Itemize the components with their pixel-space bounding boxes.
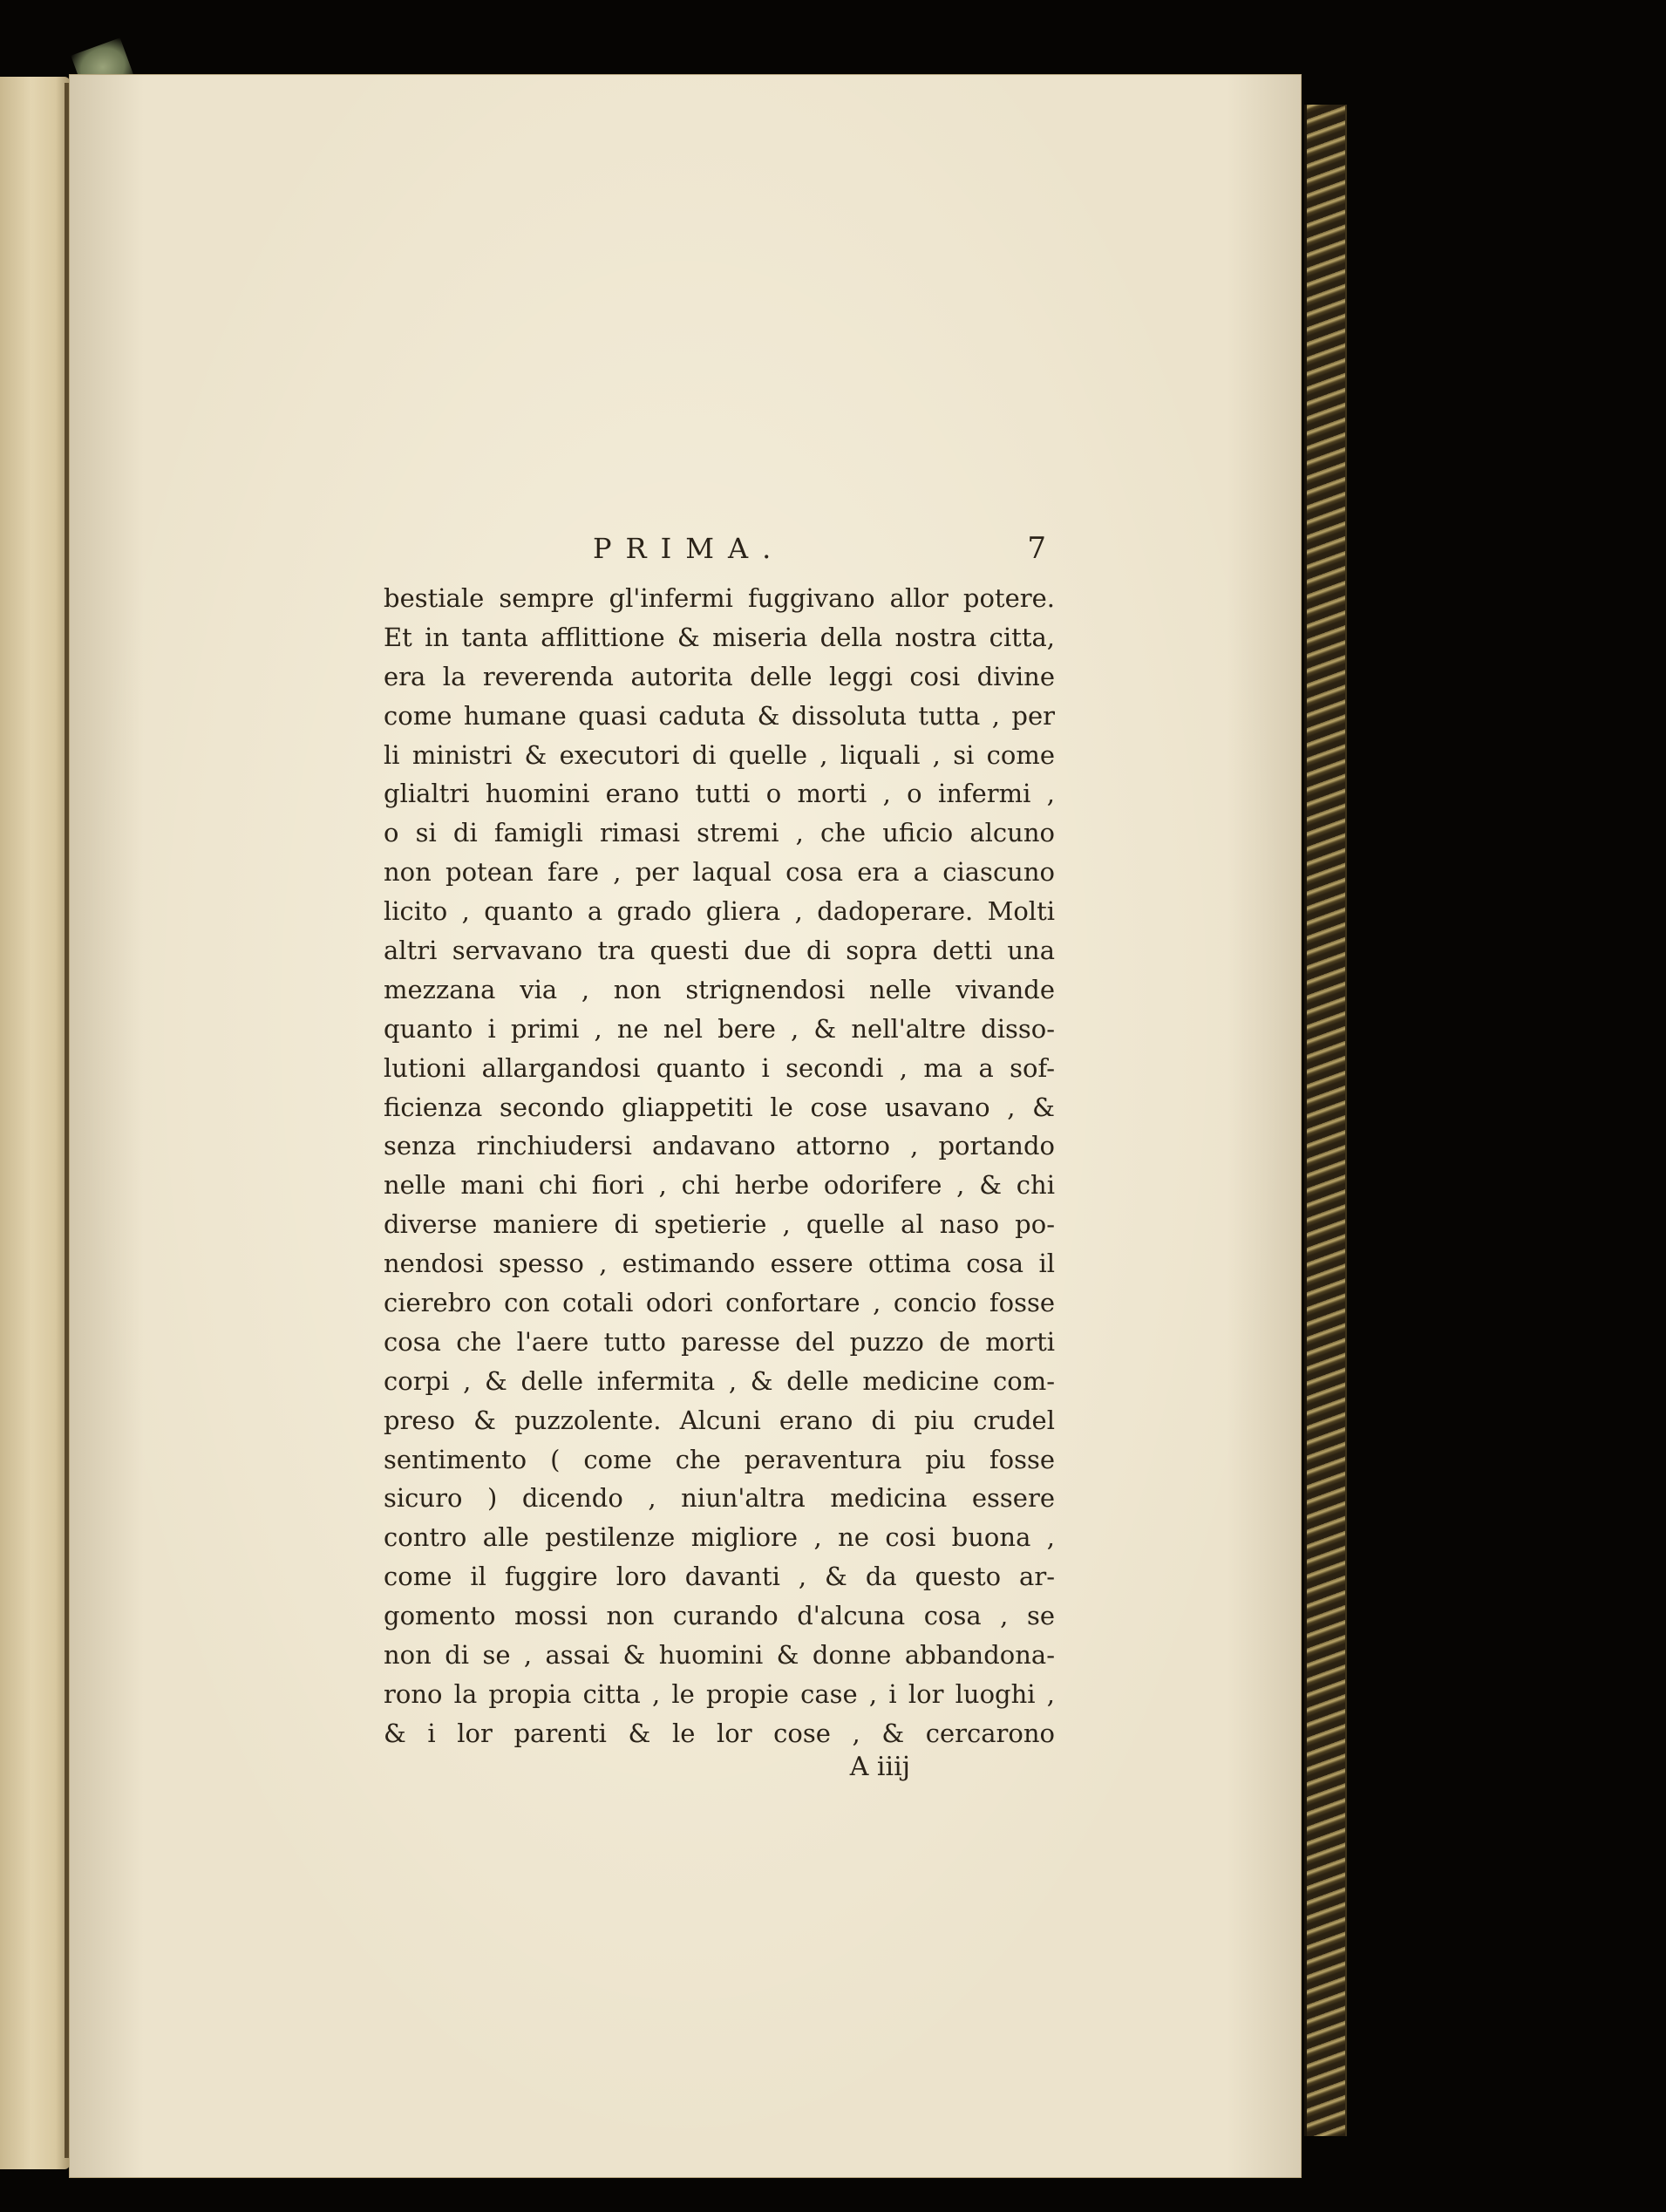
text-line: nendosi spesso , estimando essere ottima cosa il xyxy=(384,1249,1055,1279)
book-page xyxy=(70,75,1301,2177)
text-line: cierebro con cotali odori confortare , concio fosse xyxy=(384,1288,1055,1318)
text-line: glialtri huomini erano tutti o morti , o infermi , xyxy=(384,779,1055,809)
text-line: Et in tanta afflittione & miseria della nostra citta, xyxy=(384,622,1055,652)
facing-page-edge xyxy=(0,77,70,2169)
page-number: 7 xyxy=(1027,531,1046,566)
text-line: preso & puzzolente. Alcuni erano di piu crudel xyxy=(384,1405,1055,1435)
text-line: era la reverenda autorita delle leggi cosi divine xyxy=(384,661,1055,691)
text-line: cosa che l'aere tutto paresse del puzzo de morti xyxy=(384,1326,1055,1357)
text-line: corpi , & delle infermita , & delle medicine com- xyxy=(384,1365,1055,1396)
body-text xyxy=(384,579,1055,1753)
text-line: sentimento ( come che peraventura piu fosse xyxy=(384,1444,1055,1474)
text-line: senza rinchiudersi andavano attorno , portando xyxy=(384,1131,1055,1161)
text-line: mezzana via , non strignendosi nelle vivande xyxy=(384,974,1055,1004)
text-line: lutioni allargandosi quanto i secondi , ma a sof- xyxy=(384,1052,1055,1083)
signature-mark: A iiij xyxy=(849,1751,910,1782)
text-line: bestiale sempre gl'infermi fuggivano allor potere. xyxy=(384,583,1055,613)
text-line: rono la propia citta , le propie case , i lor luoghi , xyxy=(384,1678,1055,1709)
text-line: li ministri & executori di quelle , liquali , si come xyxy=(384,739,1055,770)
text-line: non di se , assai & huomini & donne abbandona- xyxy=(384,1640,1055,1671)
text-line: contro alle pestilenze migliore , ne cosi buona , xyxy=(384,1522,1055,1553)
text-line: come il fuggire loro davanti , & da questo ar- xyxy=(384,1562,1055,1592)
text-line: diverse maniere di spetierie , quelle al naso po- xyxy=(384,1209,1055,1240)
gilt-spine-edge xyxy=(1304,105,1347,2136)
running-head xyxy=(384,527,1055,570)
text-line: o si di famigli rimasi stremi , che uficio alcuno xyxy=(384,818,1055,848)
text-line: & i lor parenti & le lor cose , & cercarono xyxy=(384,1718,1055,1748)
text-line: altri servavano tra questi due di sopra detti una xyxy=(384,936,1055,966)
text-line: nelle mani chi fiori , chi herbe odorifere , & chi xyxy=(384,1170,1055,1201)
text-block xyxy=(384,527,1055,1787)
running-title: PRIMA. xyxy=(593,532,785,565)
text-line: non potean fare , per laqual cosa era a ciascuno xyxy=(384,857,1055,888)
text-line: quanto i primi , ne nel bere , & nell'altre disso- xyxy=(384,1013,1055,1044)
text-line: come humane quasi caduta & dissoluta tutta , per xyxy=(384,700,1055,731)
text-line: gomento mossi non curando d'alcuna cosa , se xyxy=(384,1601,1055,1631)
text-line: ficienza secondo gliappetiti le cose usavano , & xyxy=(384,1092,1055,1122)
text-line: sicuro ) dicendo , niun'altra medicina essere xyxy=(384,1483,1055,1514)
text-line: licito , quanto a grado gliera , dadoperare. Molti xyxy=(384,896,1055,927)
